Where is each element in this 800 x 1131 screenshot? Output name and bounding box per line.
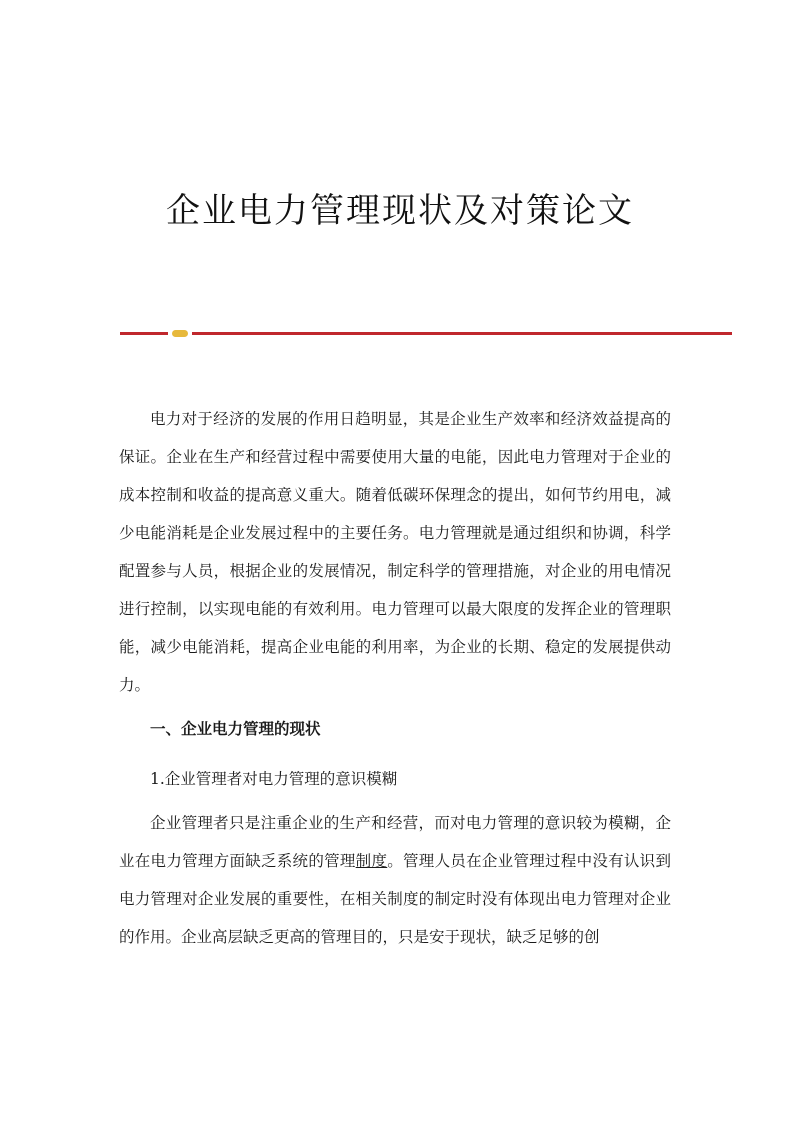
section-heading: 一、企业电力管理的现状 bbox=[150, 719, 321, 738]
paragraph-text-continued: 。管理人员在企业管理过程中没有认识到电力管理对企业发展的重要性，在相关制度的制定时没有体现出电力管理对企业的作用。企业高层缺乏更高的管理目的，只是安于现状，缺乏足够的创 bbox=[119, 852, 671, 946]
document-body bbox=[119, 400, 671, 956]
subsection-heading: 1.企业管理者对电力管理的意识模糊 bbox=[150, 770, 398, 788]
subsection-paragraph bbox=[119, 804, 671, 956]
divider-ornament-icon bbox=[172, 330, 188, 337]
divider-line-right bbox=[192, 332, 732, 335]
title-divider bbox=[120, 330, 732, 338]
divider-line-left bbox=[120, 332, 168, 335]
document-title: 企业电力管理现状及对策论文 bbox=[166, 191, 634, 231]
underlined-term: 制度 bbox=[355, 852, 388, 870]
paragraph-text: 企业管理者只是注重企业的生产和经营，而对电力管理的意识较为模糊，企业在电力管理方面缺乏系统的管理 bbox=[119, 814, 671, 870]
intro-paragraph: 电力对于经济的发展的作用日趋明显，其是企业生产效率和经济效益提高的保证。企业在生产和经营过程中需要使用大量的电能，因此电力管理对于企业的成本控制和收益的提高意义重大。随着低碳环保理念的提出，如何节约用电，减少电能消耗是企业发展过程中的主要任务。电力管理就是通过组织和协调，科学配置参与人员，根据企业的发展情况，制定科学的管理措施，对企业的用电情况进行控制，以实现电能的有效利用。电力管理可以最大限度的发挥企业的管理职能，减少电能消耗，提高企业电能的利用率，为企业的长期、稳定的发展提供动力。 bbox=[119, 410, 671, 694]
